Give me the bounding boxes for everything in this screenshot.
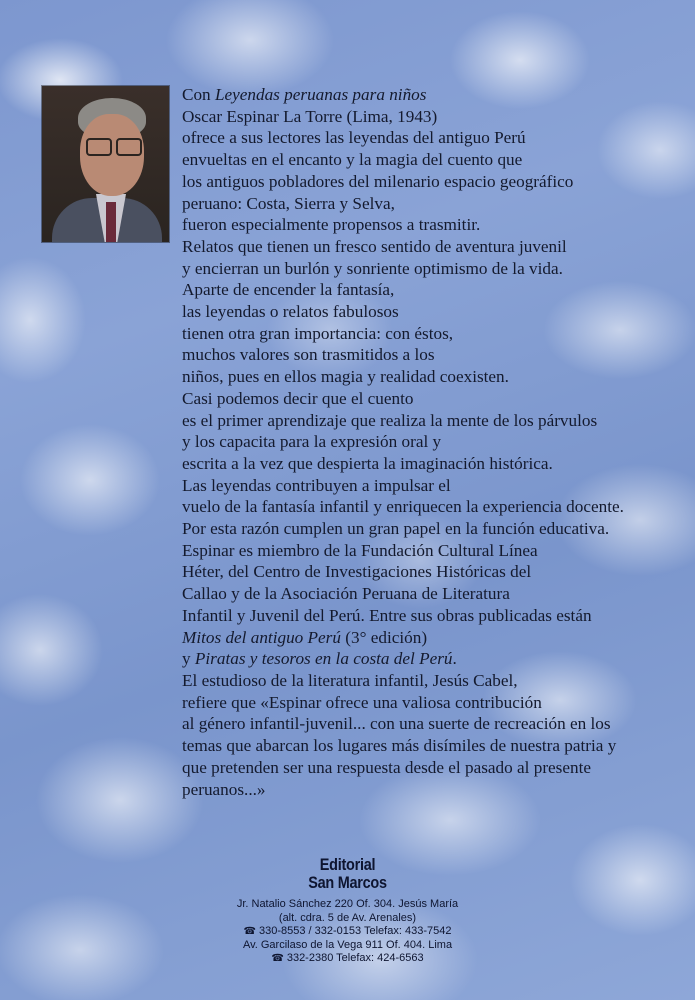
text-fragment: temas que abarcan los lugares más disímiles de nuestra patria y (182, 736, 617, 756)
text-line (182, 735, 682, 757)
text-fragment: Con (182, 85, 215, 104)
photo-glasses (86, 138, 142, 154)
text-fragment: y los capacita para la expresión oral y (182, 432, 442, 452)
text-line (182, 127, 682, 149)
text-fragment: fueron especialmente propensos a trasmitir. (182, 215, 481, 235)
address-line-1: Jr. Natalio Sánchez 220 Of. 304. Jesús María (236, 898, 459, 910)
text-line (182, 475, 682, 497)
text-line (182, 388, 682, 410)
text-line (182, 410, 682, 432)
text-fragment: Espinar es miembro de la Fundación Cultural Línea (182, 540, 538, 560)
text-line (182, 713, 682, 735)
text-fragment: y (182, 649, 195, 669)
text-line (182, 518, 682, 540)
text-fragment: (3° edición) (340, 627, 428, 647)
text-line (182, 149, 682, 171)
back-cover-text (182, 84, 682, 800)
text-line (182, 561, 682, 583)
text-fragment: y encierran un burlón y sonriente optimismo de la vida. (182, 258, 563, 278)
text-fragment: los antiguos pobladores del milenario espacio geográfico (182, 171, 574, 191)
text-fragment: que pretenden ser una respuesta desde el pasado al presente (182, 757, 591, 777)
text-line (182, 757, 682, 779)
phone-numbers-1: 330-8553 / 332-0153 Telefax: 433-7542 (259, 925, 452, 937)
text-line (182, 627, 682, 649)
text-line (182, 670, 682, 692)
text-fragment: muchos valores son trasmitidos a los (182, 345, 435, 365)
text-line (182, 453, 682, 475)
address-line-3 (170, 925, 525, 939)
publisher-address (170, 898, 525, 966)
text-fragment: Por esta razón cumplen un gran papel en la función educativa. (182, 519, 610, 539)
text-line (182, 779, 682, 801)
text-fragment: tienen otra gran importancia: con éstos, (182, 323, 454, 343)
italic-title: Piratas y tesoros en la costa del Perú (194, 649, 453, 669)
text-fragment: peruanos...» (182, 779, 266, 799)
address-line-2: (alt. cdra. 5 de Av. Arenales) (278, 911, 417, 924)
italic-title: Leyendas peruanas para niños (214, 85, 427, 104)
text-fragment: vuelo de la fantasía infantil y enriquecen la experiencia docente. (182, 497, 624, 517)
text-line (182, 605, 682, 627)
text-line (182, 106, 682, 128)
publisher-name-line2: San Marcos (308, 873, 387, 892)
phone-icon: ☎ (243, 926, 256, 937)
text-line (182, 431, 682, 453)
text-line (182, 366, 682, 388)
text-fragment: las leyendas o relatos fabulosos (182, 302, 399, 322)
text-fragment: El estudioso de la literatura infantil, Jesús Cabel, (182, 670, 518, 690)
text-fragment: niños, pues en ellos magia y realidad coexisten. (182, 367, 509, 387)
text-line (182, 496, 682, 518)
text-fragment: refiere que «Espinar ofrece una valiosa contribución (182, 692, 542, 712)
text-line (182, 258, 682, 280)
address-line-4: Av. Garcilaso de la Vega 911 Of. 404. Lima (242, 938, 453, 951)
text-fragment: Callao y de la Asociación Peruana de Literatura (182, 584, 510, 604)
text-line (182, 171, 682, 193)
text-fragment: escrita a la vez que despierta la imaginación histórica. (182, 453, 553, 473)
text-line (182, 301, 682, 323)
text-line (182, 236, 682, 258)
text-fragment: es el primer aprendizaje que realiza la mente de los párvulos (182, 410, 598, 430)
text-fragment: Las leyendas contribuyen a impulsar el (182, 475, 451, 495)
text-fragment: Casi podemos decir que el cuento (182, 388, 414, 408)
text-line (182, 344, 682, 366)
text-fragment: Oscar Espinar La Torre (Lima, 1943) (182, 106, 438, 126)
author-photo (42, 86, 169, 242)
text-line (182, 648, 682, 670)
text-fragment: al género infantil-juvenil... con una suerte de recreación en los (182, 714, 611, 734)
text-fragment: envueltas en el encanto y la magia del cuento que (182, 150, 523, 170)
text-line (182, 583, 682, 605)
photo-tie (106, 202, 116, 242)
phone-icon: ☎ (271, 953, 284, 964)
text-line (182, 323, 682, 345)
text-line (182, 214, 682, 236)
italic-title: Mitos del antiguo Perú (182, 627, 341, 647)
phone-numbers-2: 332-2380 Telefax: 424-6563 (286, 952, 424, 964)
text-line (182, 540, 682, 562)
text-fragment: Relatos que tienen un fresco sentido de aventura juvenil (182, 236, 567, 256)
text-fragment: Aparte de encender la fantasía, (182, 280, 395, 300)
text-line (182, 84, 682, 106)
publisher-name-line1: Editorial (319, 855, 376, 874)
text-fragment: Infantil y Juvenil del Perú. Entre sus obras publicadas están (182, 605, 592, 625)
text-fragment: . (452, 649, 457, 669)
text-line (182, 279, 682, 301)
address-line-5 (170, 952, 525, 966)
text-fragment: ofrece a sus lectores las leyendas del antiguo Perú (182, 128, 526, 148)
text-fragment: peruano: Costa, Sierra y Selva, (182, 193, 395, 213)
text-fragment: Héter, del Centro de Investigaciones Históricas del (182, 562, 532, 582)
text-line (182, 692, 682, 714)
text-line (182, 193, 682, 215)
